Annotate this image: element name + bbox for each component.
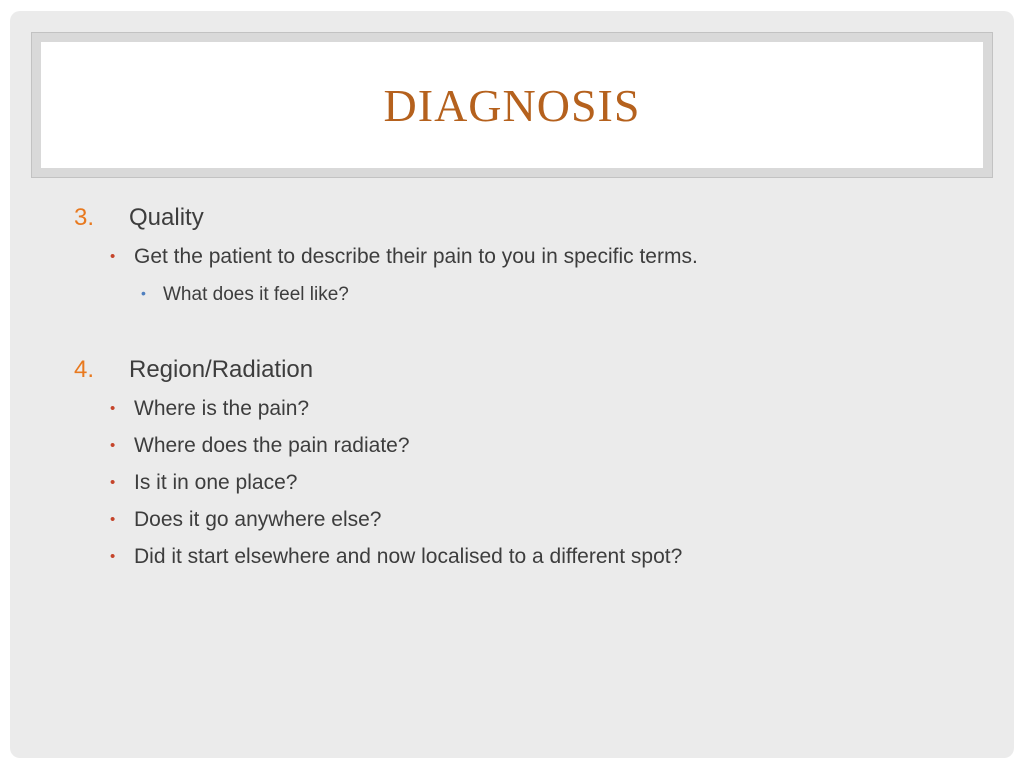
list-item xyxy=(110,245,698,269)
list-item-text: Where is the pain? xyxy=(134,397,310,420)
list-item xyxy=(110,471,297,495)
section-heading-text: Quality xyxy=(129,204,204,231)
bullet-icon: • xyxy=(110,437,116,454)
list-item-text: Where does the pain radiate? xyxy=(134,434,410,457)
section-heading xyxy=(74,356,313,384)
list-item-text: Did it start elsewhere and now localised to a different spot? xyxy=(134,545,683,568)
list-item-text: Get the patient to describe their pain to you in specific terms. xyxy=(134,245,698,268)
bullet-icon: • xyxy=(110,248,116,265)
content-area xyxy=(10,11,1014,758)
slide-title: DIAGNOSIS xyxy=(383,79,641,131)
slide xyxy=(10,11,1014,758)
bullet-icon: • xyxy=(110,474,116,491)
list-item xyxy=(110,545,682,569)
section-number: 4. xyxy=(74,356,95,383)
list-item-text: Does it go anywhere else? xyxy=(134,508,382,531)
sub-list-item xyxy=(141,284,349,306)
list-item-text: Is it in one place? xyxy=(134,471,298,494)
section-number: 3. xyxy=(74,204,95,231)
bullet-icon: • xyxy=(110,400,116,417)
bullet-icon: • xyxy=(110,548,116,565)
section-heading-text: Region/Radiation xyxy=(129,356,314,383)
list-item xyxy=(110,508,381,532)
bullet-icon: • xyxy=(110,511,116,528)
list-item xyxy=(110,397,309,421)
list-item xyxy=(110,434,410,458)
section-heading xyxy=(74,204,204,232)
bullet-icon: • xyxy=(141,285,146,301)
sub-list-item-text: What does it feel like? xyxy=(163,284,349,305)
